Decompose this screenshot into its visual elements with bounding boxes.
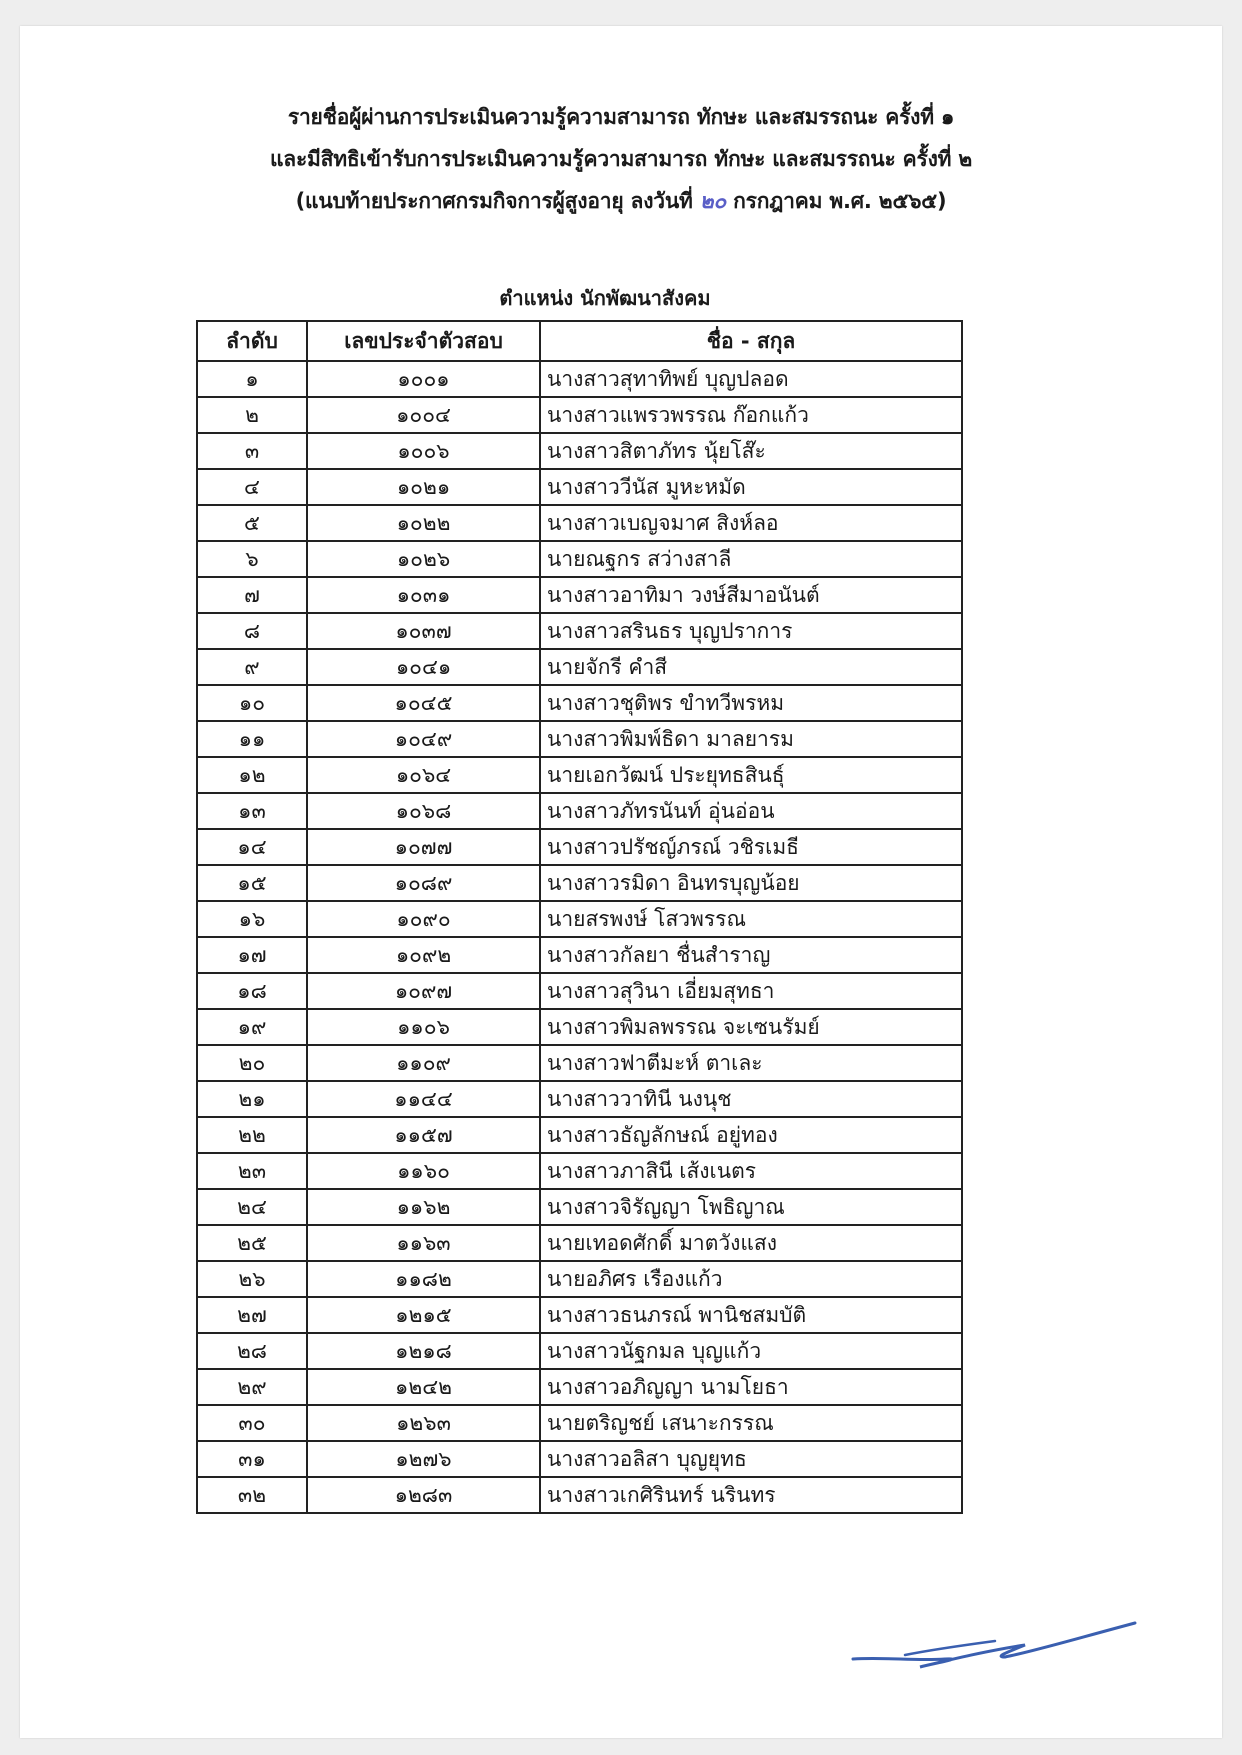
row-exam-id: ๑๒๑๕ xyxy=(307,1297,540,1333)
table-row xyxy=(197,757,962,793)
row-order: ๕ xyxy=(197,505,307,541)
row-exam-id: ๑๑๔๔ xyxy=(307,1081,540,1117)
row-order: ๗ xyxy=(197,577,307,613)
row-full-name: นายเอกวัฒน์ ประยุทธสินธุ์ xyxy=(540,757,962,793)
row-order: ๒๗ xyxy=(197,1297,307,1333)
row-exam-id: ๑๐๒๖ xyxy=(307,541,540,577)
row-exam-id: ๑๒๑๘ xyxy=(307,1333,540,1369)
table-row xyxy=(197,397,962,433)
row-exam-id: ๑๑๖๒ xyxy=(307,1189,540,1225)
table-row xyxy=(197,1045,962,1081)
table-row xyxy=(197,469,962,505)
table-row xyxy=(197,937,962,973)
row-order: ๔ xyxy=(197,469,307,505)
row-exam-id: ๑๐๓๑ xyxy=(307,577,540,613)
row-full-name: นางสาวภัทรนันท์ อุ่นอ่อน xyxy=(540,793,962,829)
row-full-name: นางสาวธนภรณ์ พานิชสมบัติ xyxy=(540,1297,962,1333)
table-row xyxy=(197,361,962,397)
row-order: ๒๖ xyxy=(197,1261,307,1297)
table-row xyxy=(197,1009,962,1045)
row-full-name: นายเทอดศักดิ์ มาตวังแสง xyxy=(540,1225,962,1261)
row-order: ๓ xyxy=(197,433,307,469)
row-order: ๑ xyxy=(197,361,307,397)
row-full-name: นางสาวปรัชญ์ภรณ์ วชิรเมธี xyxy=(540,829,962,865)
row-exam-id: ๑๒๘๓ xyxy=(307,1477,540,1513)
row-exam-id: ๑๐๓๗ xyxy=(307,613,540,649)
table-row xyxy=(197,1405,962,1441)
row-full-name: นางสาวภาสินี เส้งเนตร xyxy=(540,1153,962,1189)
candidate-table xyxy=(196,320,963,1514)
row-exam-id: ๑๐๖๘ xyxy=(307,793,540,829)
row-exam-id: ๑๑๐๙ xyxy=(307,1045,540,1081)
row-order: ๓๐ xyxy=(197,1405,307,1441)
row-full-name: นางสาวนัฐกมล บุญแก้ว xyxy=(540,1333,962,1369)
row-order: ๑๑ xyxy=(197,721,307,757)
row-full-name: นางสาวพิมพ์ธิดา มาลยารม xyxy=(540,721,962,757)
table-row xyxy=(197,1117,962,1153)
row-full-name: นางสาวฟาตีมะห์ ตาเละ xyxy=(540,1045,962,1081)
row-order: ๓๑ xyxy=(197,1441,307,1477)
table-row xyxy=(197,433,962,469)
row-exam-id: ๑๐๐๔ xyxy=(307,397,540,433)
row-exam-id: ๑๑๖๓ xyxy=(307,1225,540,1261)
row-order: ๑๗ xyxy=(197,937,307,973)
table-row xyxy=(197,1477,962,1513)
row-exam-id: ๑๐๔๕ xyxy=(307,685,540,721)
row-exam-id: ๑๑๘๒ xyxy=(307,1261,540,1297)
header-line-2: และมีสิทธิเข้ารับการประเมินความรู้ความสามารถ ทักษะ และสมรรถนะ ครั้งที่ ๒ xyxy=(269,147,973,171)
row-full-name: นายสรพงษ์ โสวพรรณ xyxy=(540,901,962,937)
row-full-name: นางสาวกัลยา ชื่นสำราญ xyxy=(540,937,962,973)
table-row xyxy=(197,865,962,901)
table-header-row xyxy=(197,321,962,361)
row-exam-id: ๑๐๙๒ xyxy=(307,937,540,973)
table-row xyxy=(197,577,962,613)
handwritten-day: ๒๐ xyxy=(699,189,727,213)
table-row xyxy=(197,1297,962,1333)
row-order: ๙ xyxy=(197,649,307,685)
table-row xyxy=(197,1081,962,1117)
row-full-name: นายตริญชย์ เสนาะกรรณ xyxy=(540,1405,962,1441)
header-full-name: ชื่อ - สกุล xyxy=(540,321,962,361)
row-full-name: นางสาวพิมลพรรณ จะเซนรัมย์ xyxy=(540,1009,962,1045)
row-order: ๒๘ xyxy=(197,1333,307,1369)
table-row xyxy=(197,901,962,937)
row-order: ๑๔ xyxy=(197,829,307,865)
row-order: ๒๙ xyxy=(197,1369,307,1405)
table-row xyxy=(197,1369,962,1405)
row-order: ๘ xyxy=(197,613,307,649)
row-full-name: นางสาววีนัส มูหะหมัด xyxy=(540,469,962,505)
header-line-1: รายชื่อผู้ผ่านการประเมินความรู้ความสามารถ ทักษะ และสมรรถนะ ครั้งที่ ๑ xyxy=(287,105,955,129)
row-exam-id: ๑๐๔๑ xyxy=(307,649,540,685)
row-full-name: นางสาวเกศิรินทร์ นรินทร xyxy=(540,1477,962,1513)
table-row xyxy=(197,1225,962,1261)
row-exam-id: ๑๐๙๗ xyxy=(307,973,540,1009)
row-full-name: นางสาวสรินธร บุญปราการ xyxy=(540,613,962,649)
row-order: ๒๕ xyxy=(197,1225,307,1261)
row-exam-id: ๑๐๗๗ xyxy=(307,829,540,865)
row-full-name: นางสาวอลิสา บุญยุทธ xyxy=(540,1441,962,1477)
header-order: ลำดับ xyxy=(197,321,307,361)
row-full-name: นางสาวสุวินา เอี่ยมสุทธา xyxy=(540,973,962,1009)
row-order: ๒๑ xyxy=(197,1081,307,1117)
row-exam-id: ๑๐๐๖ xyxy=(307,433,540,469)
row-order: ๒๓ xyxy=(197,1153,307,1189)
row-exam-id: ๑๐๘๙ xyxy=(307,865,540,901)
table-row xyxy=(197,721,962,757)
header-line-3-suffix: กรกฎาคม พ.ศ. ๒๕๖๕) xyxy=(726,189,947,213)
table-row xyxy=(197,1441,962,1477)
table-row xyxy=(197,541,962,577)
row-exam-id: ๑๐๖๔ xyxy=(307,757,540,793)
row-exam-id: ๑๑๕๗ xyxy=(307,1117,540,1153)
header-line-3-prefix: (แนบท้ายประกาศกรมกิจการผู้สูงอายุ ลงวันที่ xyxy=(295,189,700,213)
row-order: ๑๓ xyxy=(197,793,307,829)
row-full-name: นางสาวสุทาทิพย์ บุญปลอด xyxy=(540,361,962,397)
row-order: ๑๙ xyxy=(197,1009,307,1045)
table-row xyxy=(197,973,962,1009)
row-full-name: นางสาวอภิญญา นามโยธา xyxy=(540,1369,962,1405)
signature xyxy=(845,1615,1145,1675)
row-order: ๒ xyxy=(197,397,307,433)
table-row xyxy=(197,613,962,649)
row-full-name: นางสาววาทินี นงนุช xyxy=(540,1081,962,1117)
row-order: ๓๒ xyxy=(197,1477,307,1513)
header-exam-id: เลขประจำตัวสอบ xyxy=(307,321,540,361)
row-exam-id: ๑๒๗๖ xyxy=(307,1441,540,1477)
row-order: ๑๐ xyxy=(197,685,307,721)
row-full-name: นางสาวรมิดา อินทรบุญน้อย xyxy=(540,865,962,901)
row-exam-id: ๑๐๒๒ xyxy=(307,505,540,541)
table-row xyxy=(197,1261,962,1297)
row-order: ๒๒ xyxy=(197,1117,307,1153)
row-order: ๖ xyxy=(197,541,307,577)
position-label: ตำแหน่ง นักพัฒนาสังคม xyxy=(499,286,711,310)
table-row xyxy=(197,649,962,685)
table-row xyxy=(197,1333,962,1369)
row-order: ๑๖ xyxy=(197,901,307,937)
row-full-name: นางสาวจิรัญญา โพธิญาณ xyxy=(540,1189,962,1225)
row-exam-id: ๑๐๙๐ xyxy=(307,901,540,937)
document-header xyxy=(0,96,1242,222)
row-exam-id: ๑๒๔๒ xyxy=(307,1369,540,1405)
table-row xyxy=(197,1153,962,1189)
row-exam-id: ๑๐๐๑ xyxy=(307,361,540,397)
header-line-3 xyxy=(0,180,1242,222)
row-full-name: นายณฐกร สว่างสาลี xyxy=(540,541,962,577)
table-row xyxy=(197,829,962,865)
row-exam-id: ๑๐๒๑ xyxy=(307,469,540,505)
row-full-name: นางสาวอาทิมา วงษ์สีมาอนันต์ xyxy=(540,577,962,613)
row-full-name: นายอภิศร เรืองแก้ว xyxy=(540,1261,962,1297)
row-order: ๒๐ xyxy=(197,1045,307,1081)
row-full-name: นายจักรี คำสี xyxy=(540,649,962,685)
table-row xyxy=(197,505,962,541)
row-full-name: นางสาวธัญลักษณ์ อยู่ทอง xyxy=(540,1117,962,1153)
row-order: ๑๕ xyxy=(197,865,307,901)
row-order: ๒๔ xyxy=(197,1189,307,1225)
row-full-name: นางสาวชุติพร ขำทวีพรหม xyxy=(540,685,962,721)
row-order: ๑๒ xyxy=(197,757,307,793)
row-exam-id: ๑๐๔๙ xyxy=(307,721,540,757)
row-exam-id: ๑๑๐๖ xyxy=(307,1009,540,1045)
table-row xyxy=(197,793,962,829)
row-exam-id: ๑๑๖๐ xyxy=(307,1153,540,1189)
row-exam-id: ๑๒๖๓ xyxy=(307,1405,540,1441)
table-row xyxy=(197,1189,962,1225)
row-full-name: นางสาวสิตาภัทร นุ้ยโส๊ะ xyxy=(540,433,962,469)
row-full-name: นางสาวเบญจมาศ สิงห์ลอ xyxy=(540,505,962,541)
table-row xyxy=(197,685,962,721)
row-full-name: นางสาวแพรวพรรณ ก๊อกแก้ว xyxy=(540,397,962,433)
row-order: ๑๘ xyxy=(197,973,307,1009)
